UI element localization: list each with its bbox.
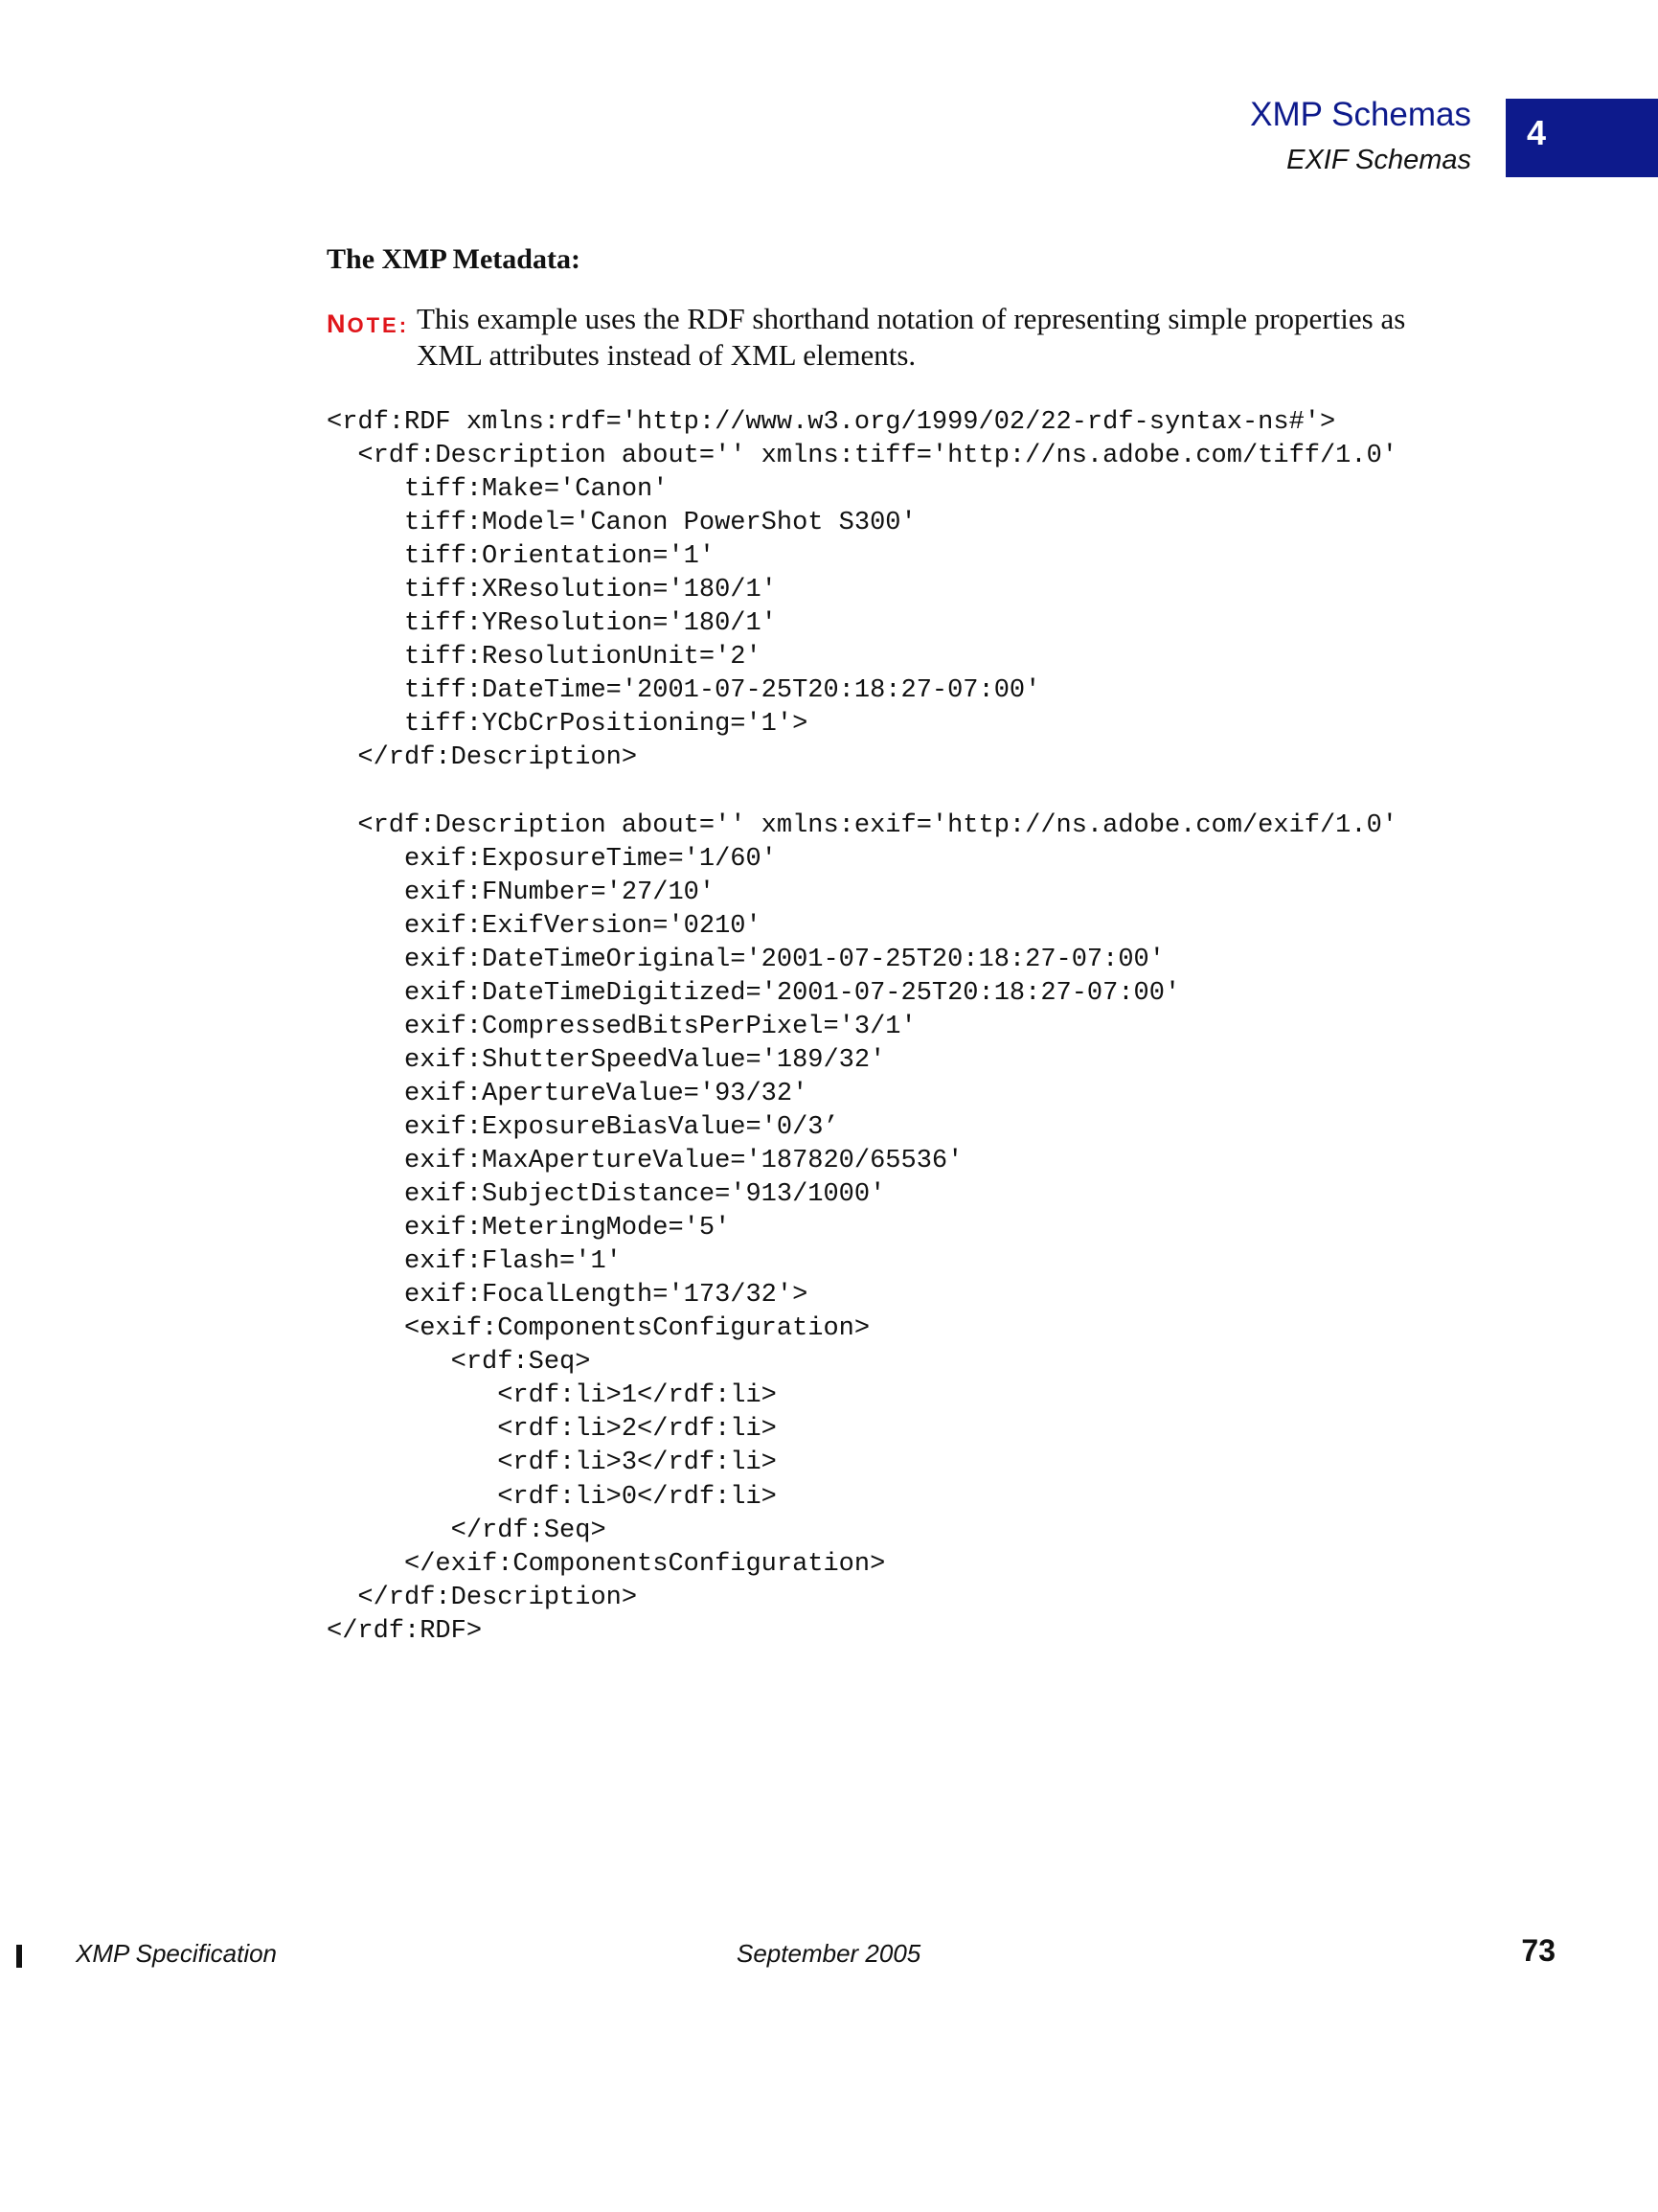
header-subtitle: EXIF Schemas (1286, 145, 1471, 175)
chapter-tab (1506, 99, 1658, 177)
code-line: <rdf:li>3</rdf:li> (327, 1448, 777, 1478)
note-label-initial: N (327, 309, 348, 338)
code-block (327, 406, 1397, 1649)
code-line: <rdf:li>1</rdf:li> (327, 1381, 777, 1411)
code-line: tiff:YCbCrPositioning='1'> (327, 710, 808, 740)
code-line: tiff:ResolutionUnit='2' (327, 643, 761, 673)
code-line: tiff:Orientation='1' (327, 542, 715, 572)
code-line: tiff:XResolution='180/1' (327, 576, 777, 605)
code-line: exif:FocalLength='173/32'> (327, 1281, 808, 1311)
code-line: tiff:Model='Canon PowerShot S300' (327, 509, 917, 538)
code-line: exif:ExposureBiasValue='0/3’ (327, 1112, 839, 1142)
code-line: <rdf:li>0</rdf:li> (327, 1482, 777, 1512)
footer-document-title: XMP Specification (76, 1939, 278, 1968)
code-line: <rdf:Description about='' xmlns:tiff='http://ns.adobe.com/tiff/1.0' (327, 442, 1397, 471)
code-line: <rdf:Description about='' xmlns:exif='http://ns.adobe.com/exif/1.0' (327, 810, 1397, 840)
note-text: This example uses the RDF shorthand notation of representing simple properties as XML attributes instead of XML elements. (417, 302, 1406, 372)
code-line: tiff:YResolution='180/1' (327, 609, 777, 639)
code-line: </rdf:Description> (327, 743, 638, 773)
code-line: exif:SubjectDistance='913/1000' (327, 1180, 886, 1210)
code-line: <exif:ComponentsConfiguration> (327, 1314, 871, 1344)
code-line: tiff:Make='Canon' (327, 475, 669, 505)
section-heading: The XMP Metadata: (327, 243, 580, 275)
code-line: <rdf:RDF xmlns:rdf='http://www.w3.org/1999/02/22-rdf-syntax-ns#'> (327, 408, 1336, 437)
code-line: exif:CompressedBitsPerPixel='3/1' (327, 1012, 917, 1041)
code-line: exif:MaxApertureValue='187820/65536' (327, 1147, 964, 1176)
code-line: </rdf:Seq> (327, 1516, 606, 1545)
code-line: exif:ExifVersion='0210' (327, 911, 761, 941)
code-line: <rdf:Seq> (327, 1348, 591, 1378)
code-line: exif:ShutterSpeedValue='189/32' (327, 1045, 886, 1075)
footer-date: September 2005 (737, 1939, 921, 1968)
code-line: exif:FNumber='27/10' (327, 878, 715, 907)
page-number: 73 (1521, 1933, 1556, 1968)
code-line: exif:DateTimeDigitized='2001-07-25T20:18:27-07:00' (327, 978, 1181, 1008)
code-line: </rdf:Description> (327, 1583, 638, 1612)
code-line: tiff:DateTime='2001-07-25T20:18:27-07:00' (327, 676, 1041, 706)
note-label (327, 309, 409, 339)
code-line: exif:Flash='1' (327, 1247, 622, 1277)
change-bar (16, 1945, 22, 1968)
chapter-number: 4 (1527, 113, 1547, 152)
note-label-rest: OTE: (347, 313, 410, 337)
code-line: </exif:ComponentsConfiguration> (327, 1549, 886, 1579)
code-line: </rdf:RDF> (327, 1616, 483, 1646)
code-line: exif:ApertureValue='93/32' (327, 1079, 808, 1108)
code-line: <rdf:li>2</rdf:li> (327, 1415, 777, 1445)
code-line: exif:MeteringMode='5' (327, 1214, 731, 1243)
code-line: exif:ExposureTime='1/60' (327, 844, 777, 874)
code-line (327, 776, 1397, 810)
header-title: XMP Schemas (1250, 96, 1471, 133)
code-line: exif:DateTimeOriginal='2001-07-25T20:18:27-07:00' (327, 945, 1165, 974)
